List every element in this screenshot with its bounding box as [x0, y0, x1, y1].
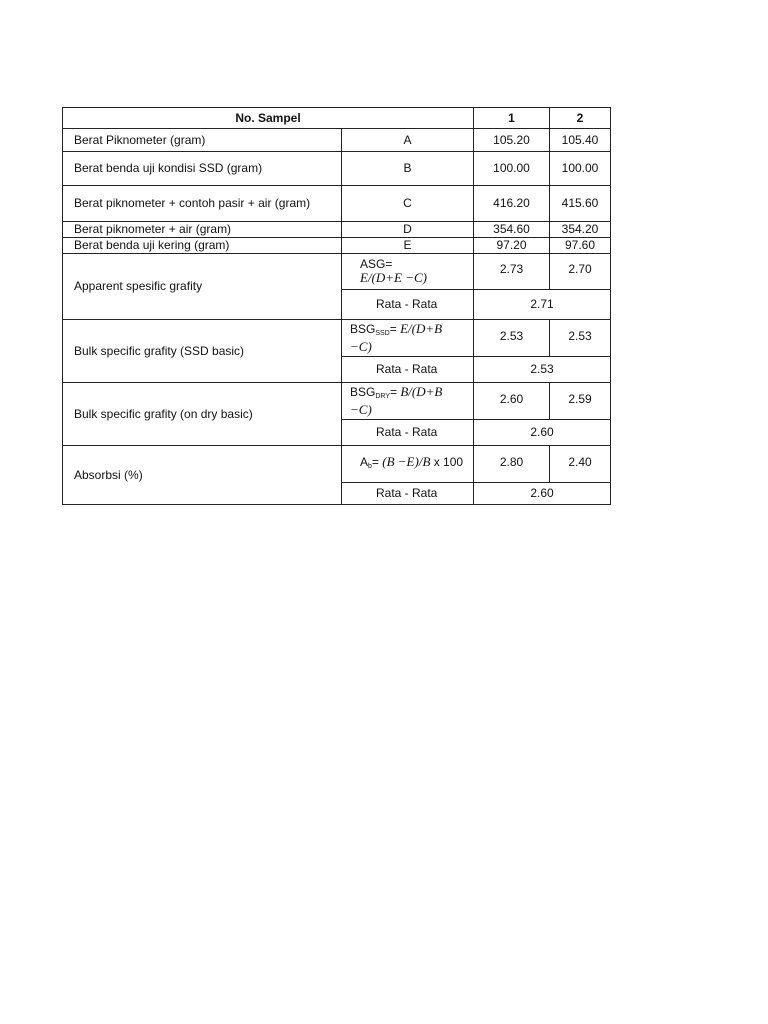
group-formula-row — [63, 254, 611, 290]
formula-subscript: SSD — [375, 330, 390, 337]
group-value-2: 2.59 — [550, 383, 611, 420]
average-value: 2.71 — [474, 290, 611, 320]
row-value-1: 97.20 — [474, 238, 550, 254]
group-label: Absorbsi (%) — [63, 446, 342, 505]
row-value-2: 354.20 — [550, 222, 611, 238]
average-label: Rata - Rata — [342, 483, 474, 505]
formula-tail: x 100 — [430, 455, 464, 469]
row-label: Berat benda uji kering (gram) — [63, 238, 342, 254]
group-value-2: 2.40 — [550, 446, 611, 483]
row-code: A — [342, 129, 474, 152]
average-value: 2.60 — [474, 483, 611, 505]
table-row — [63, 129, 611, 152]
table-row — [63, 186, 611, 222]
row-code: E — [342, 238, 474, 254]
row-value-2: 105.40 — [550, 129, 611, 152]
group-formula-row — [63, 446, 611, 483]
formula-expression: B/(D+B −C) — [350, 384, 443, 417]
average-label: Rata - Rata — [342, 290, 474, 320]
group-formula-row — [63, 320, 611, 357]
table-row — [63, 152, 611, 186]
formula-subscript: b — [368, 463, 372, 470]
formula-expression: (B −E)/B — [382, 454, 431, 469]
header-sample-1: 1 — [474, 108, 550, 129]
row-code: D — [342, 222, 474, 238]
group-value-2: 2.70 — [550, 254, 611, 290]
row-code: C — [342, 186, 474, 222]
average-label: Rata - Rata — [342, 357, 474, 383]
group-value-1: 2.60 — [474, 383, 550, 420]
row-code: B — [342, 152, 474, 186]
average-value: 2.53 — [474, 357, 611, 383]
table-row — [63, 222, 611, 238]
row-value-1: 354.60 — [474, 222, 550, 238]
row-value-1: 105.20 — [474, 129, 550, 152]
row-value-1: 416.20 — [474, 186, 550, 222]
formula-expression: E/(D+B −C) — [350, 321, 443, 354]
formula-expression: E/(D+E −C) — [360, 270, 428, 285]
data-table — [62, 107, 611, 505]
row-label: Berat Piknometer (gram) — [63, 129, 342, 152]
header-sample-2: 2 — [550, 108, 611, 129]
group-formula — [342, 254, 474, 290]
average-value: 2.60 — [474, 420, 611, 446]
formula-prefix: BSG — [350, 385, 376, 399]
formula-equals: = — [371, 455, 383, 469]
formula-equals: = — [389, 322, 401, 336]
group-label: Apparent spesific grafity — [63, 254, 342, 320]
group-formula — [342, 320, 474, 357]
formula-subscript: DRY — [375, 393, 390, 400]
group-formula — [342, 383, 474, 420]
group-label: Bulk specific grafity (SSD basic) — [63, 320, 342, 383]
header-sample-label: No. Sampel — [63, 108, 474, 129]
table-row — [63, 238, 611, 254]
row-label: Berat piknometer + contoh pasir + air (gram) — [63, 186, 342, 222]
group-value-1: 2.53 — [474, 320, 550, 357]
group-value-2: 2.53 — [550, 320, 611, 357]
row-label: Berat benda uji kondisi SSD (gram) — [63, 152, 342, 186]
row-value-2: 100.00 — [550, 152, 611, 186]
group-formula-row — [63, 383, 611, 420]
group-value-1: 2.73 — [474, 254, 550, 290]
formula-prefix: A — [360, 455, 369, 469]
average-label: Rata - Rata — [342, 420, 474, 446]
formula-equals: = — [390, 385, 401, 399]
group-label: Bulk specific grafity (on dry basic) — [63, 383, 342, 446]
header-row — [63, 108, 611, 129]
formula-prefix: BSG — [350, 322, 376, 336]
group-formula — [342, 446, 474, 483]
row-value-2: 97.60 — [550, 238, 611, 254]
row-label: Berat piknometer + air (gram) — [63, 222, 342, 238]
group-value-1: 2.80 — [474, 446, 550, 483]
row-value-1: 100.00 — [474, 152, 550, 186]
formula-prefix: ASG= — [360, 257, 393, 271]
row-value-2: 415.60 — [550, 186, 611, 222]
